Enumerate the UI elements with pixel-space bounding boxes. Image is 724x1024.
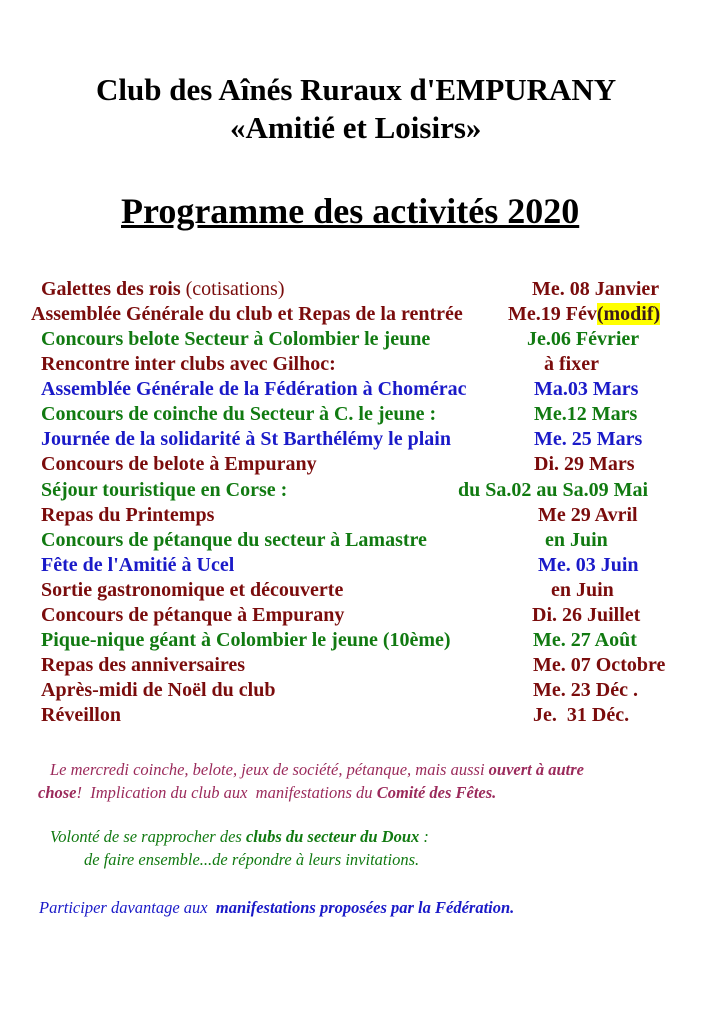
activity-title: Assemblée Générale du club et Repas de la rentrée — [31, 303, 463, 325]
activity-row — [0, 504, 724, 529]
activity-date: Me.12 Mars — [534, 403, 638, 425]
activity-date: à fixer — [544, 353, 599, 375]
activity-row — [0, 428, 724, 453]
activity-date: Di. 26 Juillet — [532, 604, 641, 626]
note-federation: Participer davantage aux manifestations proposées par la Fédération. — [39, 898, 515, 917]
activity-title: Séjour touristique en Corse : — [41, 479, 288, 501]
activity-date: Je. 31 Déc. — [533, 704, 630, 726]
activity-date: Di. 29 Mars — [534, 453, 635, 475]
activity-date: Me 29 Avril — [538, 504, 638, 526]
activity-date: Je.06 Février — [527, 328, 640, 350]
activity-title: Fête de l'Amitié à Ucel — [41, 554, 235, 576]
activity-date: Ma.03 Mars — [534, 378, 639, 400]
note-mercredi-line1: Le mercredi coinche, belote, jeux de société, pétanque, mais aussi ouvert à autre — [50, 760, 584, 779]
activity-title: Assemblée Générale de la Fédération à Chomérac — [41, 378, 467, 400]
activity-title: Rencontre inter clubs avec Gilhoc: — [41, 353, 336, 375]
programme-title: Programme des activités 2020 — [121, 191, 580, 231]
activity-title: Concours de coinche du Secteur à C. le jeune : — [41, 403, 437, 425]
activity-row — [0, 353, 724, 378]
club-motto-heading: «Amitié et Loisirs» — [230, 110, 482, 145]
note-doux-line2: de faire ensemble...de répondre à leurs invitations. — [84, 850, 420, 869]
activity-date: en Juin — [551, 579, 614, 601]
activity-title: Concours de pétanque à Empurany — [41, 604, 345, 626]
activity-date: du Sa.02 au Sa.09 Mai — [458, 479, 649, 501]
activity-title: Pique-nique géant à Colombier le jeune (10ème) — [41, 629, 451, 651]
activity-title: Repas des anniversaires — [41, 654, 246, 676]
activity-title: Concours belote Secteur à Colombier le jeune — [41, 328, 431, 350]
activity-row — [0, 629, 724, 654]
activity-title-extra: (cotisations) — [180, 278, 285, 300]
activity-row — [0, 679, 724, 704]
activity-title: Journée de la solidarité à St Barthélémy le plain — [41, 428, 451, 450]
activity-row — [0, 328, 724, 353]
activity-date: Me. 08 Janvier — [532, 278, 660, 300]
activity-title: Concours de pétanque du secteur à Lamastre — [41, 529, 427, 551]
activity-row — [0, 278, 724, 303]
club-name-heading: Club des Aînés Ruraux d'EMPURANY — [96, 72, 617, 107]
activity-row — [0, 554, 724, 579]
activity-title: Après-midi de Noël du club — [41, 679, 276, 701]
activity-title: Réveillon — [41, 704, 121, 726]
activity-date: Me. 07 Octobre — [533, 654, 666, 676]
activity-date: Me. 03 Juin — [538, 554, 639, 576]
activity-row — [0, 529, 724, 554]
note-mercredi-line2: chose! Implication du club aux manifestations du Comité des Fêtes. — [38, 783, 497, 802]
activity-row — [0, 403, 724, 428]
activity-date: en Juin — [545, 529, 608, 551]
activity-row — [0, 579, 724, 604]
activity-date: Me. 25 Mars — [534, 428, 643, 450]
activity-date: Me. 23 Déc . — [533, 679, 638, 701]
activity-row — [0, 453, 724, 478]
activity-title: Galettes des rois (cotisations) — [41, 278, 285, 300]
activity-title: Repas du Printemps — [41, 504, 215, 526]
activity-row — [0, 654, 724, 679]
activity-row — [0, 704, 724, 729]
activity-row — [0, 303, 724, 328]
activity-row — [0, 604, 724, 629]
note-doux-line1: Volonté de se rapprocher des clubs du secteur du Doux : — [50, 827, 429, 846]
activity-title: Sortie gastronomique et découverte — [41, 579, 344, 601]
activity-title: Concours de belote à Empurany — [41, 453, 317, 475]
activity-row — [0, 378, 724, 403]
modif-highlight: (modif) — [596, 303, 661, 325]
activity-date: Me. 27 Août — [533, 629, 637, 651]
activity-row — [0, 479, 724, 504]
activity-date: Me.19 Fév(modif) — [508, 303, 661, 325]
